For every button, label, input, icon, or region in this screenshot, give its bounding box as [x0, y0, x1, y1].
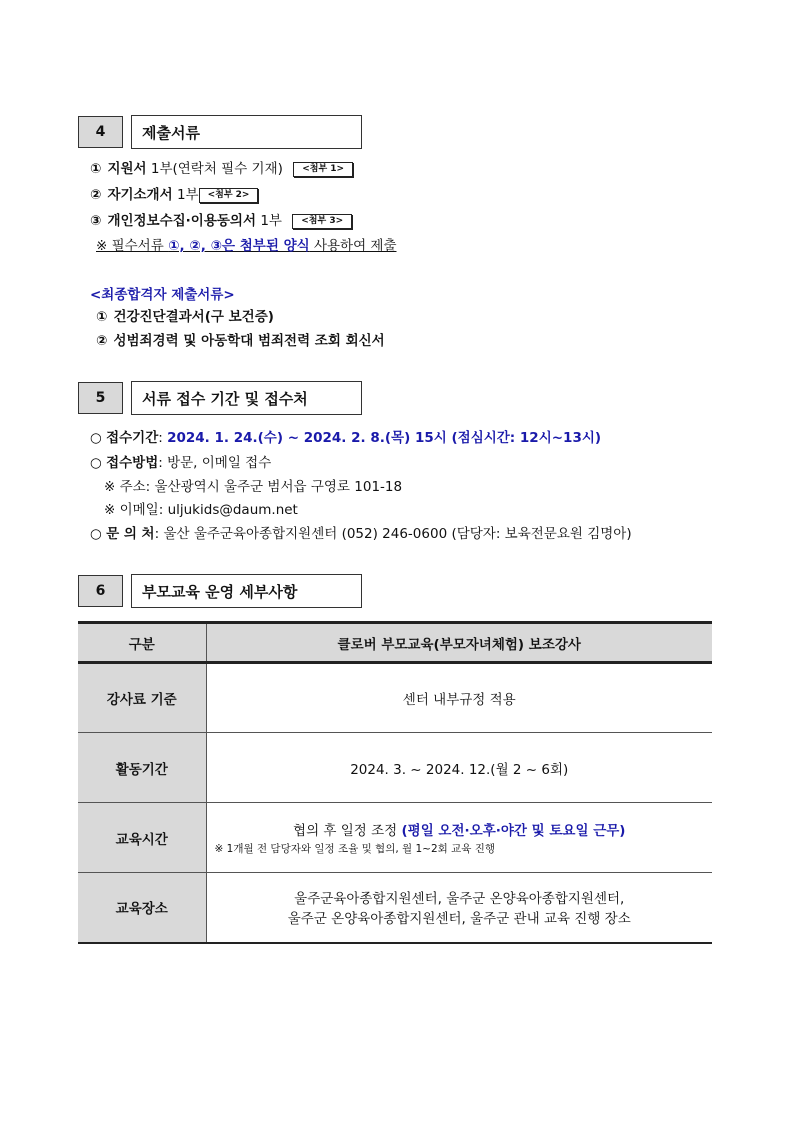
item-text: 성범죄경력 및 아동학대 범죄전력 조회 회신서 — [113, 333, 385, 349]
email-line: ※ 이메일: uljukids@daum.net — [104, 502, 298, 518]
contact-line: ○ 문 의 처: 울산 울주군육아종합지원센터 (052) 246-0600 (담당자: 보육전문요원 김명아) — [90, 526, 632, 542]
final-doc-item-2 — [96, 332, 385, 350]
doc-item-1 — [90, 160, 353, 178]
note-prefix: ※ 필수서류 — [96, 238, 169, 254]
item-detail: 1부 — [176, 187, 199, 203]
item-mark: ② — [90, 187, 102, 203]
attachment-tag: <첨부 3> — [292, 214, 352, 229]
table-row — [78, 663, 712, 733]
item-name: 개인정보수집·이용동의서 — [107, 213, 257, 229]
header-category: 구분 — [78, 623, 206, 663]
item-mark: ① — [90, 161, 102, 177]
receipt-period: ○ 접수기간: 2024. 1. 24.(수) ~ 2024. 2. 8.(목) 15시 (점심시간: 12시~13시) — [90, 430, 602, 446]
section-6-header — [78, 574, 362, 608]
item-detail: 1부 — [260, 213, 282, 229]
row-label: 활동기간 — [78, 733, 206, 803]
item-mark: ③ — [90, 213, 102, 229]
row-value: 울주군육아종합지원센터, 울주군 온양육아종합지원센터, — [294, 891, 625, 908]
row-value-cell — [206, 873, 712, 943]
final-doc-item-1 — [96, 308, 274, 326]
table-row — [78, 803, 712, 873]
period-value: 2024. 1. 24.(수) ~ 2024. 2. 8.(목) 15시 (점심시간: 12시~13시) — [167, 430, 602, 446]
attachment-tag: <첨부 2> — [199, 188, 259, 203]
item-mark: ① — [96, 309, 108, 325]
section-title: 서류 접수 기간 및 접수처 — [131, 381, 362, 415]
section-5-header — [78, 381, 362, 415]
method-label: 접수방법 — [106, 455, 159, 471]
row-value-emphasis: (평일 오전·오후·야간 및 토요일 근무) — [401, 823, 626, 839]
section-title: 제출서류 — [131, 115, 362, 149]
attachment-tag: <첨부 1> — [293, 162, 353, 177]
period-label: 접수기간 — [106, 430, 159, 446]
contact-value: 울산 울주군육아종합지원센터 (052) 246-0600 (담당자: 보육전문요원 김명아) — [163, 526, 632, 542]
final-docs-title: <최종합격자 제출서류> — [90, 287, 235, 303]
table-row — [78, 873, 712, 943]
note-emphasis: ①, ②, ③은 첨부된 양식 — [168, 238, 310, 254]
item-name: 지원서 — [107, 161, 147, 177]
address-line: ※ 주소: 울산광역시 울주군 범서읍 구영로 101-18 — [104, 479, 403, 495]
item-detail: 1부(연락처 필수 기재) — [150, 161, 283, 177]
row-value: 협의 후 일정 조정 — [293, 823, 402, 839]
section-number: 4 — [78, 116, 123, 148]
item-mark: ② — [96, 333, 108, 349]
row-value: 센터 내부규정 적용 — [206, 663, 712, 733]
table-row — [78, 733, 712, 803]
required-docs-note — [96, 237, 397, 255]
section-number: 5 — [78, 382, 123, 414]
item-text: 건강진단결과서(구 보건증) — [113, 309, 274, 325]
row-label: 교육장소 — [78, 873, 206, 943]
row-label: 강사료 기준 — [78, 663, 206, 733]
row-value: 2024. 3. ~ 2024. 12.(월 2 ~ 6회) — [206, 733, 712, 803]
item-name: 자기소개서 — [107, 187, 173, 203]
table-header-row — [78, 623, 712, 663]
row-label: 교육시간 — [78, 803, 206, 873]
section-4-header — [78, 115, 362, 149]
row-value-cell — [206, 803, 712, 873]
doc-item-3 — [90, 212, 352, 230]
details-table — [78, 621, 712, 944]
row-note: ※ 1개월 전 담당자와 일정 조율 및 협의, 월 1~2회 교육 진행 — [214, 843, 496, 855]
note-suffix: 사용하여 제출 — [309, 238, 397, 254]
section-number: 6 — [78, 575, 123, 607]
method-value: 방문, 이메일 접수 — [167, 455, 272, 471]
doc-item-2 — [90, 186, 258, 204]
row-value-line2: 울주군 온양육아종합지원센터, 울주군 관내 교육 진행 장소 — [287, 911, 631, 928]
contact-label: 문 의 처 — [106, 526, 155, 542]
section-title: 부모교육 운영 세부사항 — [131, 574, 362, 608]
receipt-method: ○ 접수방법: 방문, 이메일 접수 — [90, 455, 272, 471]
header-position: 클로버 부모교육(부모자녀체험) 보조강사 — [206, 623, 712, 663]
